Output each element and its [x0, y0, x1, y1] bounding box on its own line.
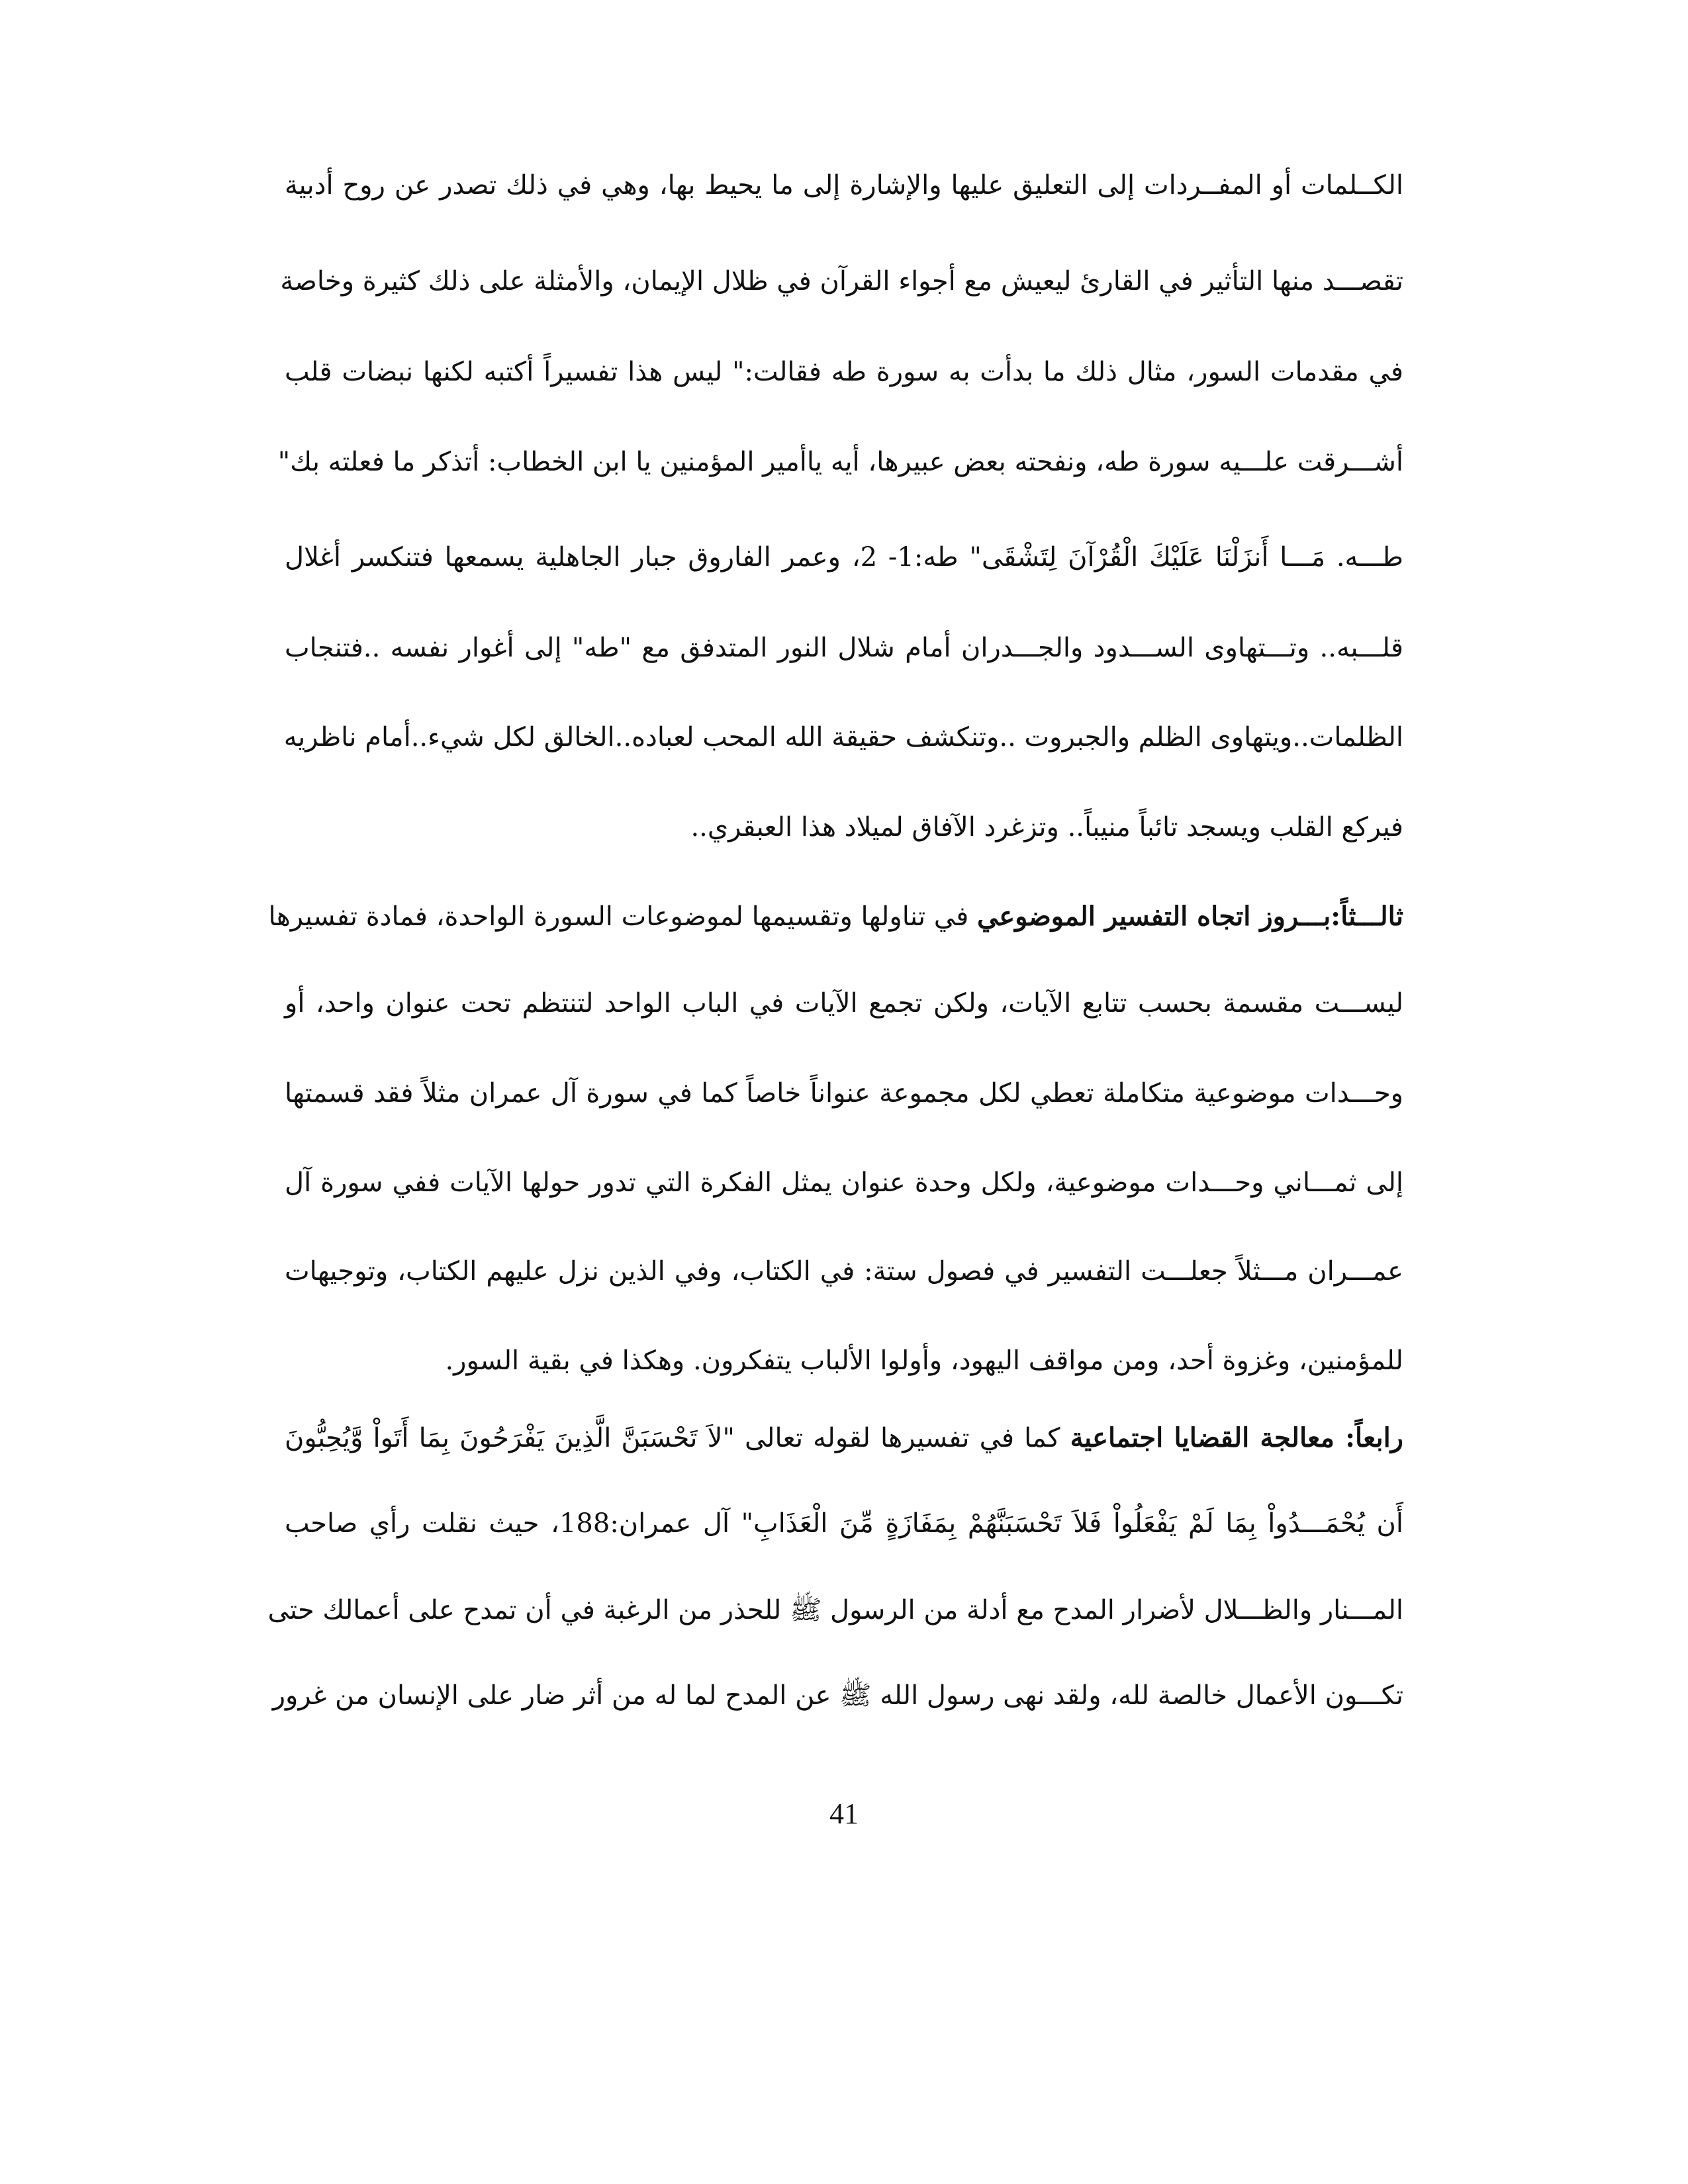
text-line: قلـــبه.. وتـــتهاوى الســـدود والجـــدران أمام شلال النور المتدفق مع "طه" إلى أغوار نفسه ..فتنجاب	[285, 633, 1403, 663]
text-line: تكـــون الأعمال خالصة لله، ولقد نهى رسول الله ﷺ عن المدح لما له من أثر ضار على الإنسان من غرور	[272, 1680, 1403, 1711]
text-line: المـــنار والظـــلال لأضرار المدح مع أدلة من الرسول ﷺ للحذر من الرغبة في أن تمدح على أعمالك حتى	[267, 1595, 1403, 1625]
text-line: في مقدمات السور، مثال ذلك ما بدأت به سورة طه فقالت:" ليس هذا تفسيراً أكتبه لكنها نبضات قلب	[285, 357, 1403, 387]
text-line: ليســـت مقسمة بحسب تتابع الآيات، ولكن تجمع الآيات في الباب الواحد لتنتظم تحت عنوان واحد، أو	[285, 988, 1403, 1019]
text-line: الكــلمات أو المفــردات إلى التعليق عليها والإشارة إلى ما يحيط بها، وهي في ذلك تصدر عن روح أدبية	[285, 170, 1403, 201]
text-line: طـــه. مَـــا أَنزَلْنَا عَلَيْكَ الْقُرْآنَ لِتَشْقَى" طه:1- 2، وعمر الفاروق جبار الجاهلية يسمعها فتنكسر أغلال	[285, 542, 1403, 572]
text-line: الظلمات..ويتهاوى الظلم والجبروت ..وتنكشف حقيقة الله المحب لعباده..الخالق لكل شيء..أمام ناظريه	[283, 722, 1403, 752]
text-line: أشـــرقت علـــيه سورة طه، ونفحته بعض عبيرها، أيه ياأمير المؤمنين يا ابن الخطاب: أتذكر ما فعلته بك"	[277, 447, 1403, 477]
text-line: فيركع القلب ويسجد تائباً منيباً.. وتزغرد الآفاق لميلاد هذا العبقري..	[690, 812, 1403, 842]
text-line: وحـــدات موضوعية متكاملة تعطي لكل مجموعة عنواناً خاصاً كما في سورة آل عمران مثلاً فقد قسمتها	[285, 1078, 1403, 1109]
page-number: 41	[829, 1797, 859, 1830]
text-line: أَن يُحْمَـــدُواْ بِمَا لَمْ يَفْعَلُواْ فَلاَ تَحْسَبَنَّهُمْ بِمَفَازَةٍ مِّنَ الْعَذَابِ" آل عمران:188، حيث نقلت رأي صاحب	[285, 1508, 1403, 1539]
text-line	[268, 897, 1403, 936]
text-segment: في تناولها وتقسيمها لموضوعات السورة الواحدة، فمادة تفسيرها	[268, 901, 977, 932]
text-line: للمؤمنين، وغزوة أحد، ومن مواقف اليهود، وأولوا الألباب يتفكرون. وهكذا في بقية السور.	[445, 1345, 1403, 1376]
text-line	[285, 1418, 1403, 1458]
section-heading: ثالـــثاً:بـــروز اتجاه التفسير الموضوعي	[976, 901, 1403, 932]
section-heading: رابعاً: معالجة القضايا اجتماعية	[1070, 1422, 1404, 1453]
text-line: تقصـــد منها التأثير في القارئ ليعيش مع أجواء القرآن في ظلال الإيمان، والأمثلة على ذلك كثيرة وخاصة	[280, 266, 1403, 296]
text-segment: كما في تفسيرها لقوله تعالى "لاَ تَحْسَبَنَّ الَّذِينَ يَفْرَحُونَ بِمَا أَتَواْ وَّيُحِبُّونَ	[285, 1423, 1070, 1453]
text-line: عمـــران مـــثلاً جعلـــت التفسير في فصول ستة: في الكتاب، وفي الذين نزل عليهم الكتاب، وتوجيهات	[285, 1256, 1403, 1287]
text-line: إلى ثمـــاني وحـــدات موضوعية، ولكل وحدة عنوان يمثل الفكرة التي تدور حولها الآيات ففي سورة آل	[285, 1167, 1403, 1198]
